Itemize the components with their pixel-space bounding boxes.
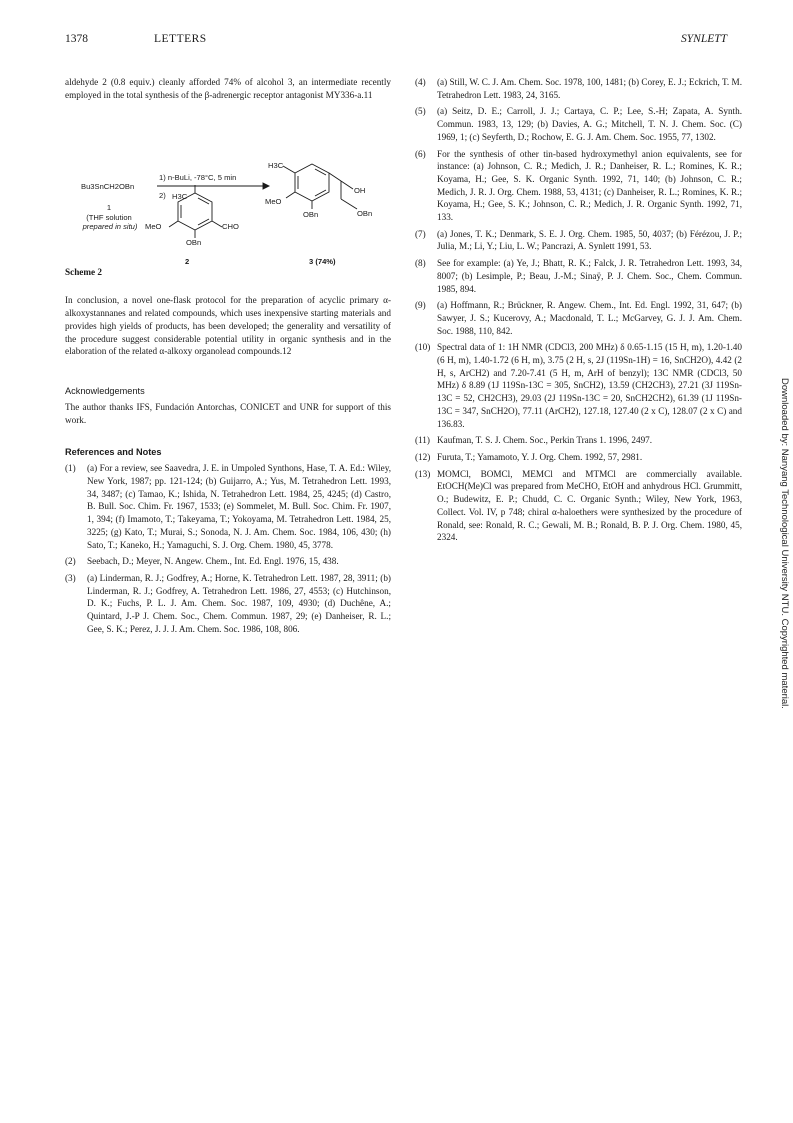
methyl-group-2: H3C <box>172 192 188 202</box>
reference-text: (a) Seitz, D. E.; Carroll, J. J.; Cartaya, C. P.; Lee, S.-H; Zapata, A. Synth. Commun. 1983, 13, 129; (b) Davies, A. G.; Mitchell, T. N. J. Chem. Soc. (C) 1969, 1; (c) Seyferth, D.; Rochow, E. G. J. Am. Chem. Soc. 1955, 77, 1302. <box>437 106 742 142</box>
reference-text: (a) Hoffmann, R.; Brückner, R. Angew. Chem., Int. Ed. Engl. 1992, 31, 647; (b) Sawyer, J. S.; Kucerovy, A.; Macdonald, T. L.; McGarvey, G. J. J. Am. Chem. Soc. 1988, 110, 842. <box>437 300 742 336</box>
reference-item <box>415 228 742 253</box>
compound-3-label: 3 (74%) <box>309 257 336 267</box>
reference-number: (1) <box>65 463 76 474</box>
reagent-note-2: prepared in situ) <box>82 222 138 232</box>
reference-text: MOMCl, BOMCl, MEMCl and MTMCl are commercially available. EtOCH(Me)Cl was prepared from MeCHO, EtOH and anhydrous HCl. Grummitt, O.; Budewitz, E. P.; Chudd, C. C. Organic Synth.; Wiley, New York, 1963, Collect. Vol. IV, p 748; chiral α-haloethers were synthesized by the procedure of Ronald, see: Ronald, R. C.; Gewali, M. B.; Ronald, B. P. J. Org. Chem. 1980, 45, 2324. <box>437 468 742 543</box>
reference-text: Seebach, D.; Meyer, N. Angew. Chem., Int. Ed. Engl. 1976, 15, 438. <box>87 556 339 567</box>
references-list-right <box>415 76 742 544</box>
compound-2-label: 2 <box>185 257 190 267</box>
acknowledgements-heading: Acknowledgements <box>65 385 145 396</box>
reference-text: Kaufman, T. S. J. Chem. Soc., Perkin Trans 1. 1996, 2497. <box>437 435 653 446</box>
reference-item <box>65 555 391 568</box>
reference-item <box>415 434 742 447</box>
reference-item <box>415 341 742 430</box>
reference-number: (10) <box>415 342 431 353</box>
download-watermark: Downloaded by: Nanyang Technological University NTU. Copyrighted material. <box>779 378 790 709</box>
left-column <box>65 76 391 639</box>
reference-number: (12) <box>415 451 431 462</box>
reference-text: (a) Still, W. C. J. Am. Chem. Soc. 1978, 100, 1481; (b) Corey, E. J.; Eckrich, T. M. Tetrahedron Lett. 1983, 24, 3165. <box>437 77 742 100</box>
reference-item <box>415 299 742 337</box>
acknowledgements-text: The author thanks IFS, Fundación Antorchas, CONICET and UNR for support of this work. <box>65 401 391 425</box>
reference-number: (6) <box>415 148 426 159</box>
reference-number: (8) <box>415 258 426 269</box>
aldehyde-group: CHO <box>222 222 239 232</box>
reference-number: (2) <box>65 556 76 567</box>
compound-1-label: 1 <box>106 203 112 213</box>
reference-text: (a) For a review, see Saavedra, J. E. in Umpoled Synthons, Hase, T. A. Ed.: Wiley, New York, 1987; pp. 121-124; (b) Guijarro, A.; Yus, M. Tetrahedron Lett. 1993, 34, 3487; (c) Tamao, K.; Ishida, N. Tetrahedron Lett. 1984, 25, 4245; (d) Castro, B. Bull. Soc. Chim. Fr. 1967, 1533; (e) Sommelet, M. Bull. Soc. Chim. Fr. 1907, 1, 394; (f) Imamoto, T.; Takeyama, T.; Yokoyama, M. Tetrahedron Lett. 1984, 25, 3225; (g) Kato, T.; Murai, S.; Sonoda, N. J. Am. Chem. Soc. 1984, 106, 430; (h) Sato, T.; Kaneko, H.; Yamaguchi, S. J. Org. Chem. 1980, 45, 3778. <box>87 463 391 550</box>
reagent-formula: Bu3SnCH2OBn <box>81 182 135 192</box>
reference-number: (4) <box>415 77 426 87</box>
reference-item <box>415 451 742 464</box>
methyl-group-3: H3C <box>268 161 284 171</box>
reference-item <box>415 76 742 101</box>
scheme-caption: Scheme 2 <box>65 267 102 278</box>
hydroxy-group: OH <box>354 186 366 196</box>
reference-number: (9) <box>415 300 426 311</box>
reference-number: (11) <box>415 435 430 446</box>
reagent-note: (THF solution <box>86 213 132 223</box>
intro-paragraph: aldehyde 2 (0.8 equiv.) cleanly afforded 74% of alcohol 3, an intermediate recently employed in the total synthesis of the β-adrenergic receptor antagonist MY336-a.11 <box>65 77 391 100</box>
references-list-left <box>65 462 391 635</box>
methoxy-group-2: MeO <box>145 222 162 232</box>
reference-item <box>415 257 742 295</box>
benzyloxy-group-3: OBn <box>303 210 319 220</box>
reference-number: (3) <box>65 572 76 583</box>
methoxy-group-3: MeO <box>265 197 282 207</box>
reference-number: (7) <box>415 228 426 239</box>
reference-item <box>415 105 742 143</box>
reference-text: (a) Linderman, R. J.; Godfrey, A.; Horne, K. Tetrahedron Lett. 1987, 28, 3911; (b) Linderman, R. J.; Godfrey, A. Tetrahedron Lett. 1986, 27, 4553; (c) Hutchinson, D. K.; Fuchs, P. L. J. Am. Chem. Soc. 1987, 109, 4930; (d) Duchêne, A.; Quintard, J.-P J. Chem. Soc., Chem. Commun. 1987, 29; (e) Danheiser, R. L.; Gee, S. K.; Perez, J. J. J. Am. Chem. Soc. 1986, 108, 806. <box>87 572 391 634</box>
benzyloxy-group-2: OBn <box>186 238 202 248</box>
reference-number: (5) <box>415 106 426 117</box>
section-title: LETTERS <box>154 33 207 45</box>
conclusion-paragraph: In conclusion, a novel one-flask protocol for the preparation of acyclic primary α-alkoxystannanes and related compounds, which uses inexpensive starting materials and provides high yields of products, has been developed; the generality and versatility of the procedure suggest considerable potential utility in organic synthesis and in the elaboration of the related α-alkoxy organolead compounds.12 <box>65 295 391 357</box>
references-heading: References and Notes <box>65 447 162 458</box>
step-2-label: 2) <box>159 191 166 201</box>
reference-item <box>65 572 391 636</box>
right-column <box>415 76 742 548</box>
reference-text: (a) Jones, T. K.; Denmark, S. E. J. Org. Chem. 1985, 50, 4037; (b) Férézou, J. P.; Julia, M.; Li, Y.; Liu, L. W.; Pancrazi, A. Synlett 1991, 53. <box>437 228 742 252</box>
reference-text: Furuta, T.; Yamamoto, Y. J. Org. Chem. 1992, 57, 2981. <box>437 451 643 462</box>
page-number: 1378 <box>65 33 88 45</box>
reference-item <box>65 462 391 551</box>
reference-text: Spectral data of 1: 1H NMR (CDCl3, 200 MHz) δ 0.65-1.15 (15 H, m), 1.20-1.40 (6 H, m), 1.40-1.72 (6 H, m), 3.75 (2 H, s, 2J (119Sn-1H) = 16, SnCH2O), 4.42 (2 H, s, ArCH2) and 7.20-7.41 (5 H, m, ArH of benzyl); 13C NMR (CDCl3, 50 MHz) δ 8.89 (1J 119Sn-13C = 305, SnCH2), 13.59 (CH2CH3), 27.21 (3J 119Sn-13C = 52, CH2CH3), 29.03 (2J 119Sn-13C = 20, SnCH2CH2), 61.39 (1J 119Sn-13C = 347, SnCH2O), 77.11 (ArCH2), 127.18, 127.40 (2 x C), 128.07 (2 x C) and 136.83. <box>437 342 742 429</box>
reference-item <box>415 468 742 544</box>
reaction-scheme <box>65 105 391 278</box>
reference-text: See for example: (a) Ye, J.; Bhatt, R. K.; Falck, J. R. Tetrahedron Lett. 1993, 34, 8007; (b) Lesimple, P.; Beau, J.-M.; Sinaÿ, P. J. Chem. Soc., Chem. Commun. 1985, 894. <box>437 258 742 294</box>
benzyloxy-group-3b: OBn <box>357 209 373 219</box>
reference-number: (13) <box>415 468 431 479</box>
reference-text: For the synthesis of other tin-based hydroxymethyl anion equivalents, see for instance: (a) Johnson, C. R.; Medich, J. R.; Danheiser, R. L.; Romines, K. R.; Koyama, H.; Gee, S. K. Organic Synth. 1992, 71, 140; (b) Johnson, C. R.; Medich, J. R. J. Org. Chem. 1988, 53, 4131; (c) Danheiser, R. L.; Romines, K. R.; Koyama, H.; Gee, S. K.; Johnson, C. R.; Medich, J. R. Organic Synth. 1992, 71, 133. <box>437 148 742 223</box>
reference-item <box>415 148 742 224</box>
step-1-conditions: 1) n-BuLi, -78°C, 5 min <box>159 173 237 183</box>
journal-name: SYNLETT <box>681 33 728 45</box>
